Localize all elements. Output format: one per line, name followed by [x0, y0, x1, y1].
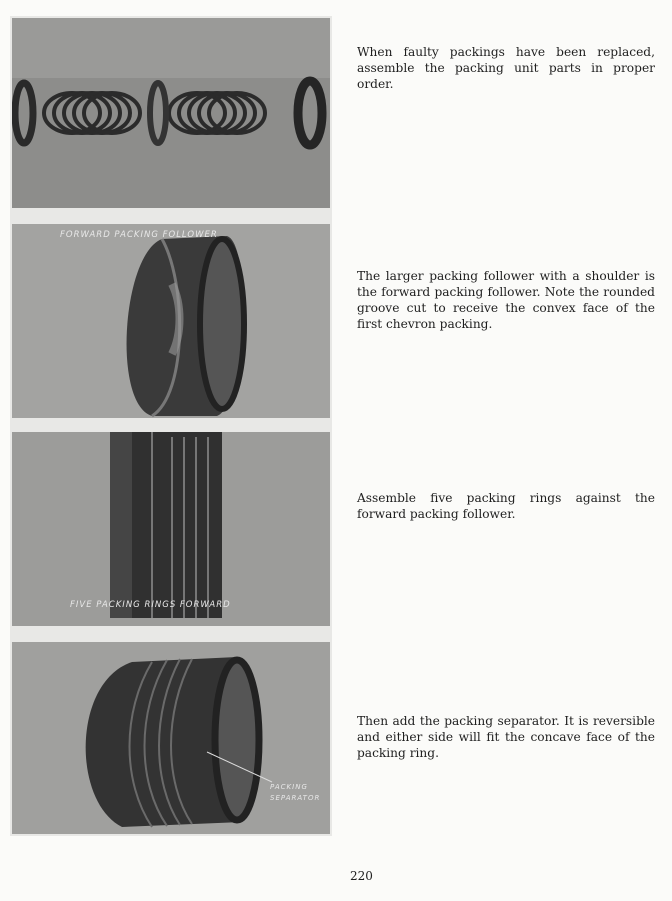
packing-rings-image: [12, 432, 330, 626]
paragraph-separator: Then add the packing separator. It is reversible and either side will fit the concave face of the packing ring.: [357, 714, 655, 760]
page-number: 220: [350, 869, 373, 883]
photo-five-packing-rings: [12, 432, 330, 626]
photo-caption: FORWARD PACKING FOLLOWER: [60, 230, 218, 240]
forward-follower-image: [12, 224, 330, 418]
photo-exploded-packing-unit: [12, 18, 330, 208]
photo-caption: PACKING SEPARATOR: [270, 783, 321, 802]
photo-packing-separator: [12, 642, 330, 834]
paragraph-five-rings: Assemble five packing rings against the forward packing follower.: [357, 491, 655, 521]
paragraph-assemble-order: When faulty packings have been replaced, assemble the packing unit parts in proper order.: [357, 45, 655, 91]
exploded-parts-image: [12, 18, 330, 208]
photo-caption: FIVE PACKING RINGS FORWARD: [70, 600, 231, 610]
photo-forward-packing-follower: [12, 224, 330, 418]
packing-separator-image: [12, 642, 330, 834]
photo-column: [10, 16, 332, 836]
paragraph-forward-follower: The larger packing follower with a shoulder is the forward packing follower. Note the rounded groove cut to receive the convex face of the first chevron packing.: [357, 269, 655, 331]
